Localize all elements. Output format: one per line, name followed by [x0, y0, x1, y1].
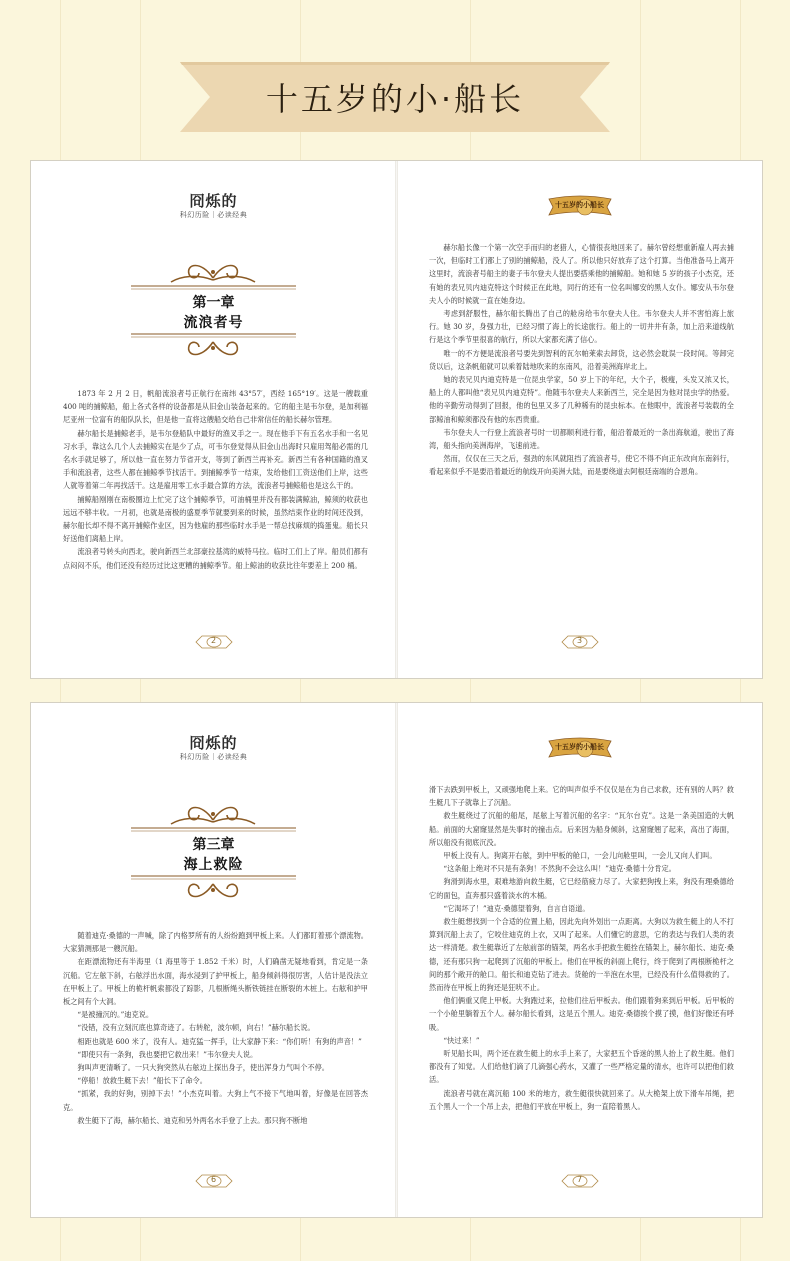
page-body-text — [63, 387, 368, 572]
paragraph: “停船！放救生艇下去！”船长下了命令。 — [77, 1076, 207, 1086]
paragraph: 听见船长叫，两个还在救生艇上的水手上来了，大家把五个昏迷的黑人抬上了救生艇。他们都没有了知觉。人们给他们滴了几滴强心药水，又灌了一些严格定量的清水，也许可以把他们救活。 — [429, 1049, 734, 1085]
page-body-text — [63, 929, 368, 1127]
paragraph: 唯一的不方便是流浪者号要先到智利的瓦尔帕莱索去卸货，这必然会耽误一段时间。等卸完货以后，这条帆船就可以乘着陆地吹来的东南风，沿着美洲海岸北上。 — [429, 348, 734, 371]
paragraph: “快过来！” — [443, 1035, 480, 1045]
page-number: 6 — [210, 1175, 217, 1184]
paragraph: 流浪者号转头向西北，驶向新西兰北部豪拉基湾的威特马拉。临时工们上了岸。船员们都有点闷闷不乐，他们还没有经历过比这更糟的捕鲸季节。船上鲸油的收获比往年要差上 200 桶。 — [63, 547, 368, 570]
paragraph: “是被撞沉的。”迪克说。 — [77, 1010, 154, 1020]
page-7 — [397, 703, 762, 1217]
paragraph: 考虑到舒服性，赫尔船长腾出了自己的舱房给韦尔登夫人住。韦尔登夫人并不害怕海上旅行。她 30 岁，身强力壮，已经习惯了海上的长途旅行。船上的一切井井有条，加上沿来道线航行是这个季节里很喜的航行，所以大家都充满了信心。 — [429, 309, 734, 345]
page-6 — [31, 703, 396, 1217]
paragraph: 1873 年 2 月 2 日，帆船流浪者号正航行在南纬 43°57′，西经 165°19′。这是一艘载重 400 吨的捕鲸船，船上各式各样的设备都是从旧金山装备起来的。它的船主是韦尔登，是加利福尼亚州一位富有的船队队长，但是他一直将这艘船交给自己非常信任的船长赫尔管理。 — [63, 389, 368, 425]
series-logo-subtitle: 科幻历险｜必读经典 — [179, 211, 248, 219]
book-spread-2 — [30, 702, 763, 1218]
paragraph: 救生艇绕过了沉船的船尾，尾舷上写着沉船的名字：“瓦尔台克”。这是一条美国造的大帆船。前面的大窟窿显然是失事时的撞击点。后来因为船身倾斜，这窟窿翘了起来，高出了海面，所以船没有彻底沉没。 — [429, 811, 734, 847]
series-logo — [180, 193, 248, 220]
paragraph: 流浪者号就在离沉船 100 米的地方，救生艇很快就回来了。从大桅架上放下滑车吊绳，把五个黑人一个一个吊上去，把他们平放在甲板上，狗一直陪着黑人。 — [429, 1088, 734, 1111]
page-number: 7 — [576, 1175, 583, 1184]
paragraph: 他们俩重又爬上甲板。大狗跑过来，拉他们往后甲板去。他们跟着狗来到后甲板。后甲板的一个小舱里躺着五个人。赫尔船长看到，这是五个黑人。迪克·桑德挨个摸了摸，他们好像还有呼吸。 — [429, 996, 734, 1032]
paragraph: “即使只有一条狗，我也要把它救出来！”韦尔登夫人说。 — [77, 1049, 258, 1059]
page-number-badge — [560, 1173, 600, 1187]
paragraph: 捕鲸船刚刚在南极圈边上忙完了这个捕鲸季节，可油桶里并没有都装满鲸油，鲸须的收获也远远不够丰收。一月初，也就是南极的盛夏季节就要到来的时候，虽然结束作业的时间还没到，赫尔船长却不得不离开捕鲸作业区，因为他雇的那些临时水手是一帮总找麻烦的捣蛋鬼。船长只好送他们离船上岸。 — [63, 494, 368, 544]
paragraph: “没错，没有立刻沉底也算奇迹了。右转舵，波尔顿，向右！”赫尔船长说。 — [77, 1023, 315, 1033]
book-spread-1 — [30, 160, 763, 679]
title-banner — [180, 62, 610, 150]
book-title: 十五岁的小·船长 — [265, 80, 525, 118]
ribbon-logo — [545, 735, 615, 763]
page-body-text — [429, 241, 734, 479]
chapter-heading — [131, 256, 296, 366]
paragraph: 赫尔船长像一个第一次空手而归的老猎人，心情很丧地回来了。赫尔曾经想重新雇人再去捕一次，但临时工们都上了别的捕鲸船，没人了。所以他只好放弃了这个打算。当他准备马上离开这里时，流浪者号船主的妻子韦尔登夫人提出要搭乘他的捕鲸船。她和她 5 岁的孩子小杰克，还有她的表兄贝内迪克特这个时候正在此地，同行的还有一位名叫娜安的黑人女仆。娜安从韦尔登夫人小的时候就一直在她身边。 — [429, 243, 734, 305]
paragraph: 相距也就是 600 米了，没有人。迪克猛一挥手，让大家静下来：“你们听！有狗的声音！” — [77, 1036, 362, 1046]
ribbon-logo-text: 十五岁的小船长 — [555, 743, 604, 751]
series-logo-mark: 冏烁的 — [189, 734, 238, 752]
chapter-title: 海上救险 — [183, 857, 244, 873]
paragraph: 狗滑到海水里，艰难地游向救生艇，它已经筋疲力尽了。大家把狗拽上来，狗没有理桑德给它的面包，直奔那只盛着淡水的木桶。 — [429, 877, 734, 900]
series-logo-mark: 冏烁的 — [189, 192, 238, 210]
chapter-number: 第三章 — [192, 837, 235, 853]
paragraph: 狗叫声更清晰了。一只大狗突然从右舷边上探出身子，使出浑身力气叫个不停。 — [77, 1063, 329, 1073]
page-body-text — [429, 783, 734, 1113]
page-2 — [31, 161, 396, 678]
paragraph: 救生艇下了海，赫尔船长、迪克和另外两名水手登了上去。那只狗不断地 — [77, 1115, 308, 1125]
paragraph: “这条船上绝对不只是有条狗！不然狗不会这么叫！”迪克·桑德十分肯定。 — [443, 864, 676, 874]
paragraph: 甲板上没有人。狗离开右舷，到中甲板的舱口，一会儿向舱里叫，一会儿又向人们叫。 — [443, 851, 717, 861]
chapter-title: 流浪者号 — [183, 315, 244, 331]
paragraph: “抓紧，我的好狗，别掉下去！”小杰克叫着。大狗上气不接下气地叫着，好像是在回答杰克。 — [63, 1089, 368, 1112]
paragraph: 她的表兄贝内迪克特是一位昆虫学家，50 岁上下的年纪，大个子，极瘦，头发又浓又长，船上的人都叫他“表兄贝内迪克特”。他随韦尔登夫人来新西兰，完全是因为他对昆虫学的热爱。他的辛勤劳动得到了回报，他的包里又多了几种稀有的昆虫标本。在他眼中，流浪者号装载的全部鲸油和鲸须都没有他的东西贵重。 — [429, 375, 734, 424]
paragraph: 在距漂流物还有半海里（1 海里等于 1.852 千米）时，人们确凿无疑地看到，肯定是一条沉船。它左舷下斜，右舷浮出水面，海水浸到了护甲板上，船身倾斜得很厉害，人估计是没法立在甲板上了。甲板上的桅杆帆索都没了踪影，几根断绳头断铁链挂在断裂的木桩上。右舷和护甲板之间有个大洞。 — [63, 957, 368, 1007]
page-number-badge — [194, 634, 234, 648]
page-number-badge — [194, 1173, 234, 1187]
page-3 — [397, 161, 762, 678]
paragraph: 救生艇想找到一个合适的位置上船，因此先向外划出一点距离。大狗以为救生艇上的人不打算到沉船上去了，它咬住迪克的上衣，又叫了起来。人们懂它的意思，它的表达与我们人类的表达一样清楚。救生艇靠近了左舷前部的锚架，两名水手把救生艇拴在锚架上，赫尔船长、迪克·桑德，还有那只狗一起爬到了沉船的甲板上。他们在甲板的斜面上爬行，终于爬到了两根断桅杆之间的那个敞开的舱口。船长和迪克钻了进去。货舱的一半泡在水里，已经没有什么值得救的了。然而待在甲板上的狗还是狂吠不止。 — [429, 917, 734, 993]
paragraph: 随着迪克·桑德的一声喊，除了内格罗所有的人纷纷跑到甲板上来。人们都盯着那个漂流物。大家猜测那是一艘沉船。 — [63, 931, 368, 954]
series-logo-subtitle: 科幻历险｜必读经典 — [179, 753, 248, 761]
chapter-number: 第一章 — [192, 295, 235, 311]
page-number: 3 — [576, 636, 583, 645]
page-number-badge — [560, 634, 600, 648]
ribbon-logo-text: 十五岁的小船长 — [555, 201, 604, 209]
ribbon-logo — [545, 193, 615, 221]
paragraph: 赫尔船长是捕鲸老手，是韦尔登船队中最好的渔叉手之一。现在他手下有五名水手和一名见习水手，靠这么几个人去捕鲸实在是少了点，可韦尔登觉得从旧金山出海时只雇用驾船必需的几名水手就足够了，所以他一直在努力节省开支，等到了新西兰再补充。新西兰有各种国籍的渔叉手和流浪者，这些人都在捕鲸季节找活干。到捕鲸季节一结束，发给他们工资送他们上岸，这些人就等着第二年再找活干。这是雇用零工水手最合算的方法，流浪者号捕鲸船也是这么干的。 — [63, 428, 368, 491]
series-logo — [180, 735, 248, 762]
paragraph: 韦尔登夫人一行登上流浪者号时一切都顺利进行着，船沿着最近的一条出海航道，驶出了海湾，船头指向美洲海岸，飞速前进。 — [429, 427, 734, 451]
chapter-heading — [131, 798, 296, 908]
paragraph: “它渴坏了！”迪克·桑德望着狗，自言自语道。 — [443, 903, 590, 913]
page-number: 2 — [210, 636, 217, 645]
paragraph: 然而，仅仅在三天之后，强劲的东风就阻挡了流浪者号，使它不得不向正东改向东南斜行，看起来似乎不是要沿着最近的航线开向美洲大陆，而是要绕道去阿根廷南端的合恩角。 — [429, 454, 734, 477]
paragraph: 滑下去跌到甲板上，又顽强地爬上来。它的叫声似乎不仅仅是在为自己求救，还有别的人吗？救生艇几下子就靠上了沉船。 — [429, 785, 734, 808]
